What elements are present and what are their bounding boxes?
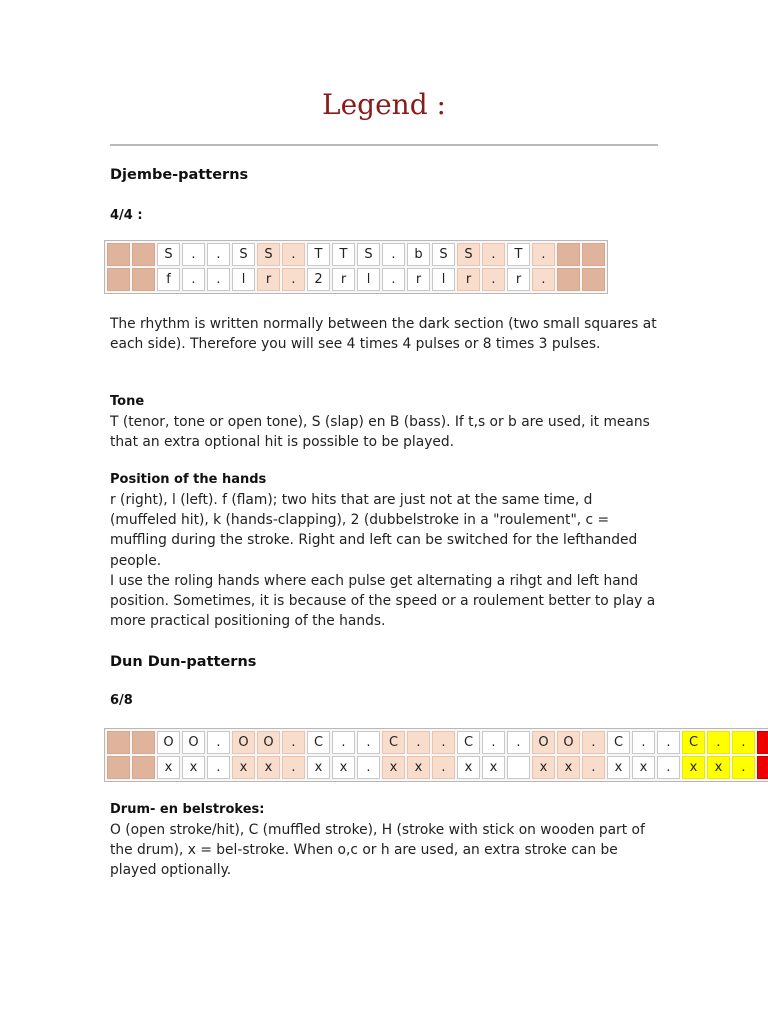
djembe-pattern-cell (557, 243, 580, 266)
dundun-pattern-cell: . (282, 756, 305, 779)
djembe-pattern-cell: . (282, 243, 305, 266)
tone-text (110, 412, 658, 452)
djembe-pattern-cell: S (432, 243, 455, 266)
dundun-pattern-cell: . (732, 731, 755, 754)
dundun-pattern-cell: . (357, 756, 380, 779)
dundun-pattern-cell: . (657, 756, 680, 779)
strokes-description: O (open stroke/hit), C (muffled stroke), H (stroke with stick on wooden part of the drum), x = bel-stroke. When o,c or h are used, an extra stroke can be played optionally. (110, 822, 645, 879)
strokes-heading: Drum- en belstrokes: (110, 802, 265, 817)
djembe-pattern-cell: r (332, 268, 355, 291)
djembe-pattern-cell: r (457, 268, 480, 291)
dundun-pattern-cell (757, 731, 768, 754)
dundun-pattern-cell: x (457, 756, 480, 779)
djembe-pattern-cell (107, 243, 130, 266)
djembe-pattern-cell: l (432, 268, 455, 291)
dundun-pattern-grid (104, 728, 768, 782)
hands-heading: Position of the hands (110, 472, 267, 487)
dundun-pattern-cell: . (282, 731, 305, 754)
djembe-pattern-cell: . (382, 243, 405, 266)
dundun-pattern-cell: x (157, 756, 180, 779)
dundun-pattern-cell: . (432, 756, 455, 779)
djembe-pattern-cell: S (157, 243, 180, 266)
dundun-pattern-row (107, 756, 768, 779)
dundun-pattern-cell: O (232, 731, 255, 754)
dundun-heading: Dun Dun-patterns (110, 654, 257, 670)
djembe-pattern-cell: . (282, 268, 305, 291)
hands-description-1: r (right), l (left). f (flam); two hits that are just not at the same time, d (muffeled hit), k (hands-clapping), 2 (dubbelstroke in a "roulement", c = muffling during the stroke. Right and left can be switched for the lefthanded people. (110, 492, 638, 569)
djembe-pattern-cell (132, 268, 155, 291)
dundun-pattern-cell: C (607, 731, 630, 754)
dundun-pattern-cell (107, 731, 130, 754)
djembe-pattern-cell: T (507, 243, 530, 266)
djembe-pattern-cell: . (482, 268, 505, 291)
dundun-pattern-cell: O (257, 731, 280, 754)
dundun-pattern-cell: x (557, 756, 580, 779)
dundun-pattern-cell: C (307, 731, 330, 754)
djembe-pattern-cell: T (307, 243, 330, 266)
tone-heading: Tone (110, 394, 145, 409)
dundun-pattern-cell: x (482, 756, 505, 779)
dundun-pattern-cell: x (607, 756, 630, 779)
dundun-meter: 6/8 (110, 693, 133, 708)
dundun-pattern-cell: O (532, 731, 555, 754)
djembe-pattern-cell: . (182, 243, 205, 266)
djembe-heading: Djembe-patterns (110, 167, 249, 183)
djembe-pattern-cell: l (357, 268, 380, 291)
dundun-pattern-cell: C (382, 731, 405, 754)
dundun-pattern-cell: . (207, 756, 230, 779)
dundun-pattern-cell: x (307, 756, 330, 779)
dundun-pattern-cell (507, 756, 530, 779)
hands-description-2: I use the roling hands where each pulse get alternating a rihgt and left hand position. Sometimes, it is because of the speed or a roulement better to play a more practical positioning of the hands. (110, 572, 656, 630)
dundun-pattern-cell: . (707, 731, 730, 754)
djembe-pattern-cell: . (207, 243, 230, 266)
djembe-pattern-cell: . (532, 243, 555, 266)
dundun-pattern-cell (107, 756, 130, 779)
djembe-pattern-cell (107, 268, 130, 291)
dundun-pattern-cell: x (232, 756, 255, 779)
djembe-pattern-cell: r (507, 268, 530, 291)
dundun-pattern-cell: . (657, 731, 680, 754)
djembe-pattern-cell: 2 (307, 268, 330, 291)
dundun-pattern-cell: . (407, 731, 430, 754)
djembe-description (110, 314, 658, 354)
dundun-pattern-cell (132, 731, 155, 754)
dundun-pattern-cell: . (482, 731, 505, 754)
dundun-pattern-cell: . (332, 731, 355, 754)
dundun-pattern-cell: C (682, 731, 705, 754)
dundun-pattern-cell: x (632, 756, 655, 779)
strokes-text (110, 820, 658, 881)
hands-text (110, 490, 658, 631)
djembe-pattern-cell: . (382, 268, 405, 291)
dundun-pattern-cell: C (457, 731, 480, 754)
djembe-pattern-cell: b (407, 243, 430, 266)
page-title: Legend : (322, 88, 446, 121)
djembe-pattern-cell: S (457, 243, 480, 266)
dundun-pattern-cell: . (432, 731, 455, 754)
dundun-pattern-cell: x (682, 756, 705, 779)
tone-description: T (tenor, tone or open tone), S (slap) en B (bass). If t,s or b are used, it means that an extra optional hit is possible to be played. (110, 414, 650, 451)
dundun-pattern-cell: x (707, 756, 730, 779)
djembe-pattern-cell: T (332, 243, 355, 266)
dundun-pattern-cell: O (557, 731, 580, 754)
djembe-meter: 4/4 : (110, 208, 143, 223)
djembe-pattern-cell: . (182, 268, 205, 291)
dundun-pattern-cell: O (157, 731, 180, 754)
djembe-pattern-cell (132, 243, 155, 266)
djembe-pattern-row (107, 268, 605, 291)
djembe-pattern-cell (582, 268, 605, 291)
dundun-pattern-row (107, 731, 768, 754)
dundun-pattern-cell: . (582, 756, 605, 779)
dundun-pattern-cell: x (332, 756, 355, 779)
djembe-pattern-cell: . (532, 268, 555, 291)
djembe-pattern-cell: . (482, 243, 505, 266)
title-divider (110, 144, 658, 146)
djembe-pattern-cell: S (257, 243, 280, 266)
dundun-pattern-cell: x (382, 756, 405, 779)
djembe-pattern-cell: S (357, 243, 380, 266)
dundun-pattern-cell: O (182, 731, 205, 754)
djembe-pattern-cell: S (232, 243, 255, 266)
dundun-pattern-cell (132, 756, 155, 779)
djembe-pattern-row (107, 243, 605, 266)
dundun-pattern-cell: . (582, 731, 605, 754)
dundun-pattern-cell: x (182, 756, 205, 779)
dundun-pattern-cell (757, 756, 768, 779)
djembe-pattern-cell (582, 243, 605, 266)
djembe-description-text: The rhythm is written normally between the dark section (two small squares at each side). Therefore you will see 4 times 4 pulses or 8 times 3 pulses. (110, 316, 657, 353)
djembe-pattern-cell: . (207, 268, 230, 291)
djembe-pattern-grid (104, 240, 608, 294)
dundun-pattern-cell: x (407, 756, 430, 779)
dundun-pattern-cell: . (732, 756, 755, 779)
djembe-pattern-cell: r (407, 268, 430, 291)
djembe-pattern-cell: r (257, 268, 280, 291)
dundun-pattern-cell: x (532, 756, 555, 779)
dundun-pattern-cell: . (507, 731, 530, 754)
djembe-pattern-cell (557, 268, 580, 291)
dundun-pattern-cell: . (357, 731, 380, 754)
djembe-pattern-cell: f (157, 268, 180, 291)
djembe-pattern-cell: l (232, 268, 255, 291)
dundun-pattern-cell: . (632, 731, 655, 754)
dundun-pattern-cell: x (257, 756, 280, 779)
dundun-pattern-cell: . (207, 731, 230, 754)
